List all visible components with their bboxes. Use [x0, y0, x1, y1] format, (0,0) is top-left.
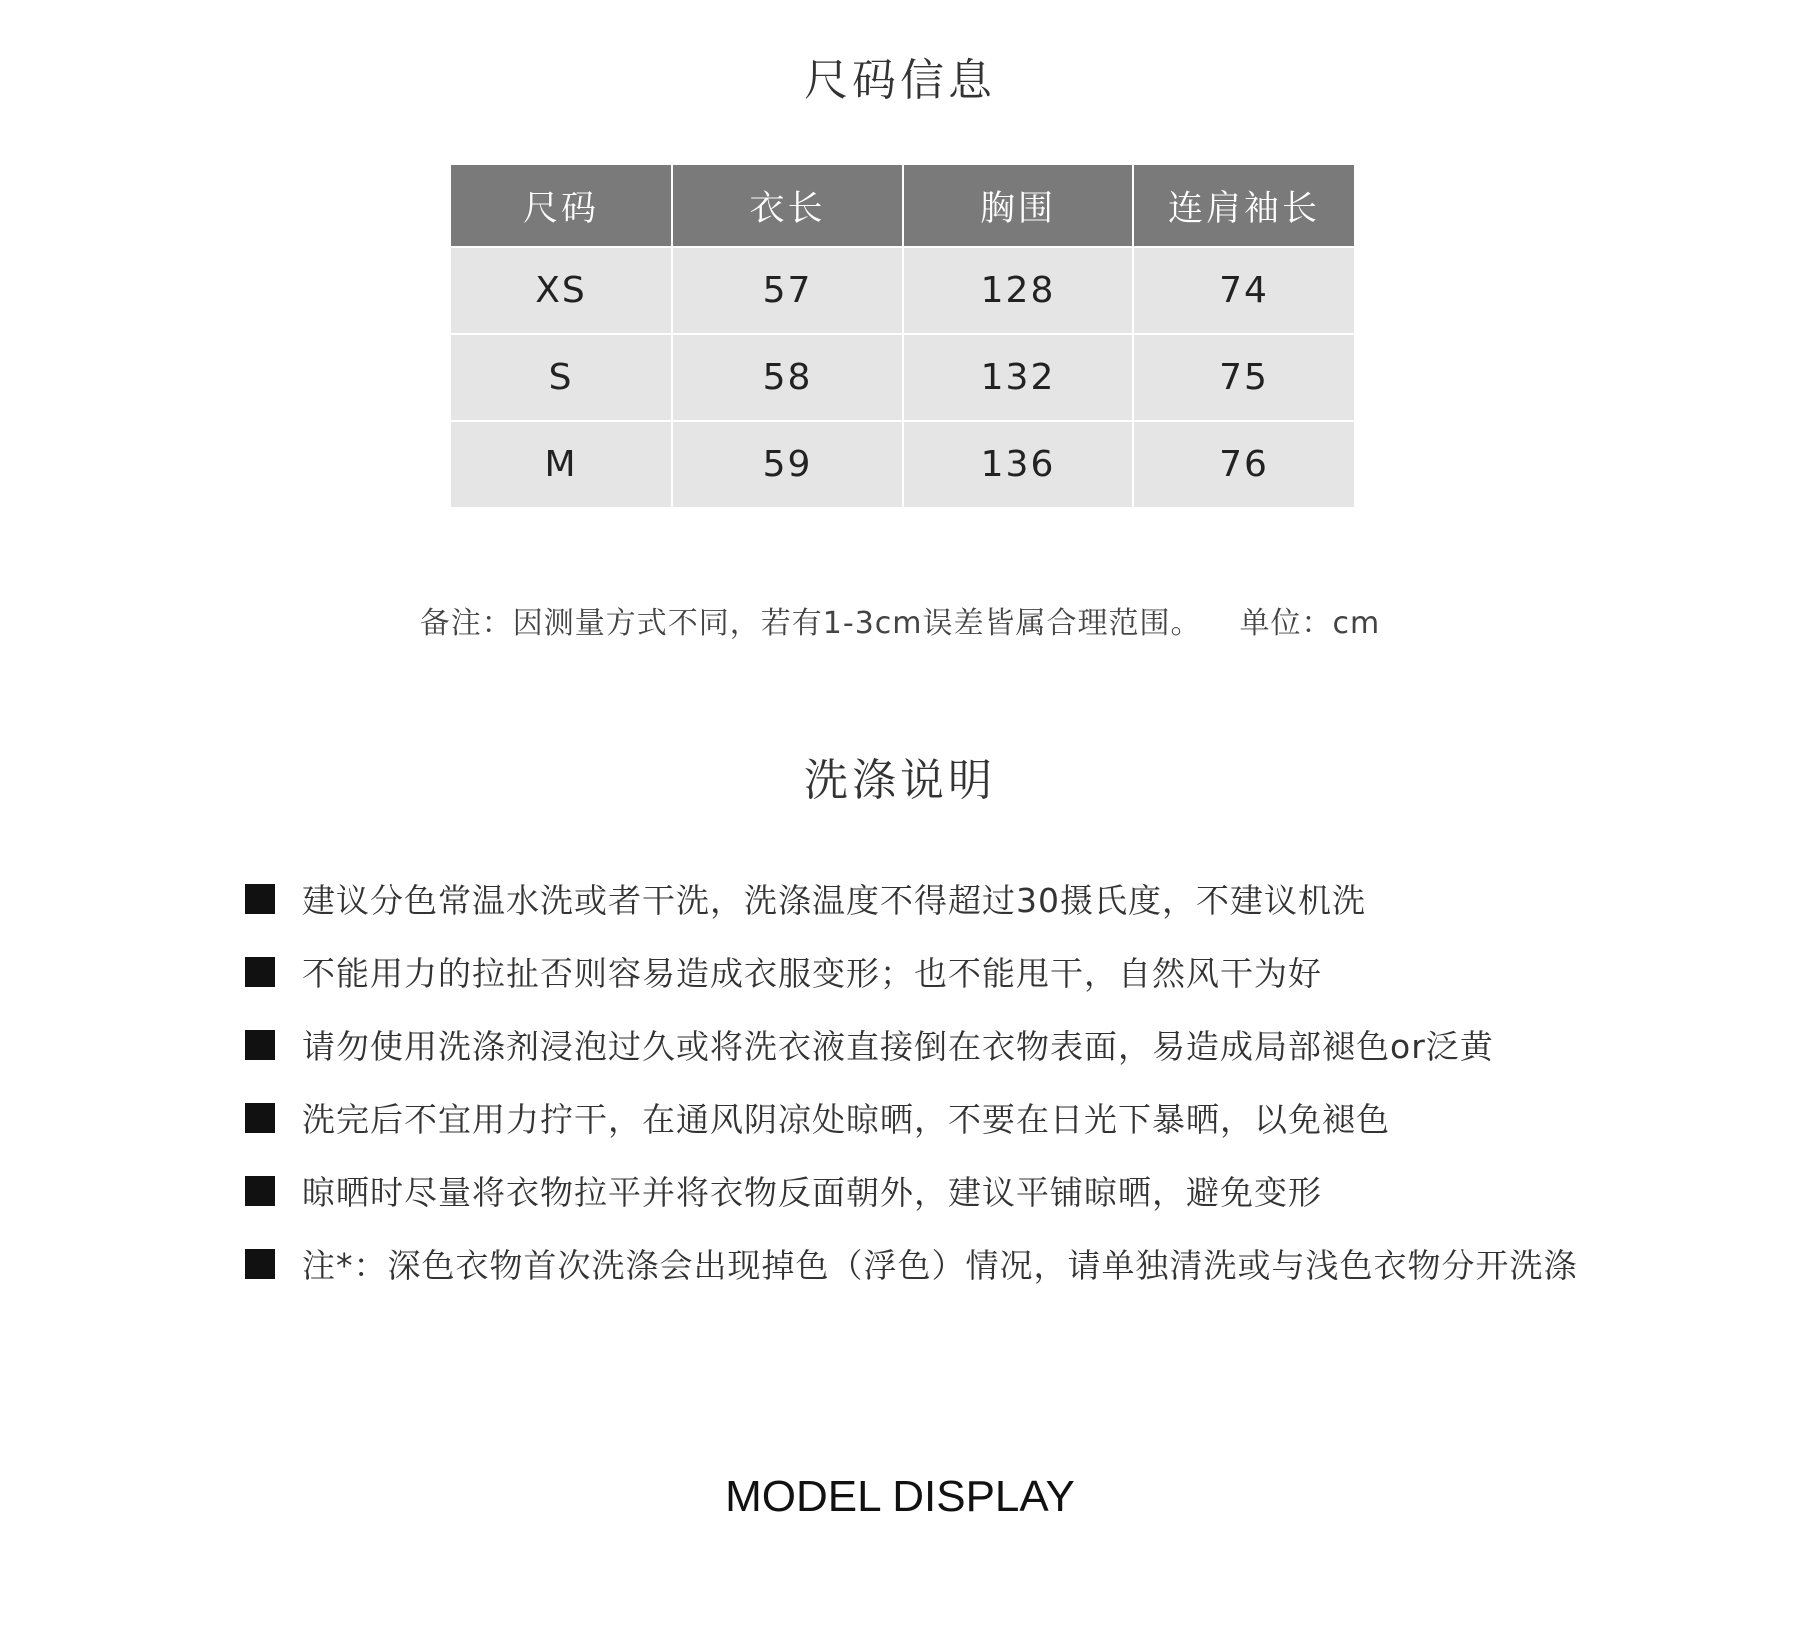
size-table — [449, 163, 1356, 509]
square-bullet-icon — [245, 1030, 275, 1060]
list-item — [245, 1081, 1775, 1154]
header-chest: 胸围 — [903, 164, 1133, 247]
care-text: 不能用力的拉扯否则容易造成衣服变形；也不能甩干，自然风干为好 — [302, 954, 1322, 993]
care-text: 注*：深色衣物首次洗涤会出现掉色（浮色）情况，请单独清洗或与浅色衣物分开洗涤 — [302, 1246, 1578, 1285]
cell-size: XS — [450, 247, 672, 334]
care-text: 建议分色常温水洗或者干洗，洗涤温度不得超过30摄氏度，不建议机洗 — [302, 881, 1366, 920]
cell-sleeve: 75 — [1133, 334, 1355, 421]
size-info-title: 尺码信息 — [804, 55, 996, 106]
cell-sleeve: 76 — [1133, 421, 1355, 508]
list-item — [245, 935, 1775, 1008]
square-bullet-icon — [245, 957, 275, 987]
square-bullet-icon — [245, 1103, 275, 1133]
table-row — [450, 421, 1355, 508]
square-bullet-icon — [245, 884, 275, 914]
table-row — [450, 334, 1355, 421]
square-bullet-icon — [245, 1176, 275, 1206]
list-item — [245, 1154, 1775, 1227]
header-sleeve: 连肩袖长 — [1133, 164, 1355, 247]
square-bullet-icon — [245, 1249, 275, 1279]
cell-size: M — [450, 421, 672, 508]
cell-sleeve: 74 — [1133, 247, 1355, 334]
measurement-note — [0, 598, 1800, 642]
model-display-title: MODEL DISPLAY — [725, 1472, 1075, 1521]
unit-text: 单位：cm — [1239, 606, 1381, 641]
wash-instructions-title: 洗涤说明 — [804, 755, 996, 806]
cell-length: 57 — [672, 247, 903, 334]
table-row — [450, 247, 1355, 334]
header-length: 衣长 — [672, 164, 903, 247]
cell-length: 59 — [672, 421, 903, 508]
care-text: 请勿使用洗涤剂浸泡过久或将洗衣液直接倒在衣物表面，易造成局部褪色or泛黄 — [302, 1027, 1494, 1066]
note-text: 备注：因测量方式不同，若有1-3cm误差皆属合理范围。 — [419, 606, 1202, 641]
list-item — [245, 1008, 1775, 1081]
header-size: 尺码 — [450, 164, 672, 247]
cell-chest: 132 — [903, 334, 1133, 421]
care-list — [245, 862, 1775, 1300]
cell-length: 58 — [672, 334, 903, 421]
care-text: 晾晒时尽量将衣物拉平并将衣物反面朝外，建议平铺晾晒，避免变形 — [302, 1173, 1322, 1212]
cell-size: S — [450, 334, 672, 421]
care-text: 洗完后不宜用力拧干，在通风阴凉处晾晒，不要在日光下暴晒，以免褪色 — [302, 1100, 1390, 1139]
cell-chest: 128 — [903, 247, 1133, 334]
list-item — [245, 1227, 1775, 1300]
list-item — [245, 862, 1775, 935]
size-table-header-row — [450, 164, 1355, 247]
cell-chest: 136 — [903, 421, 1133, 508]
